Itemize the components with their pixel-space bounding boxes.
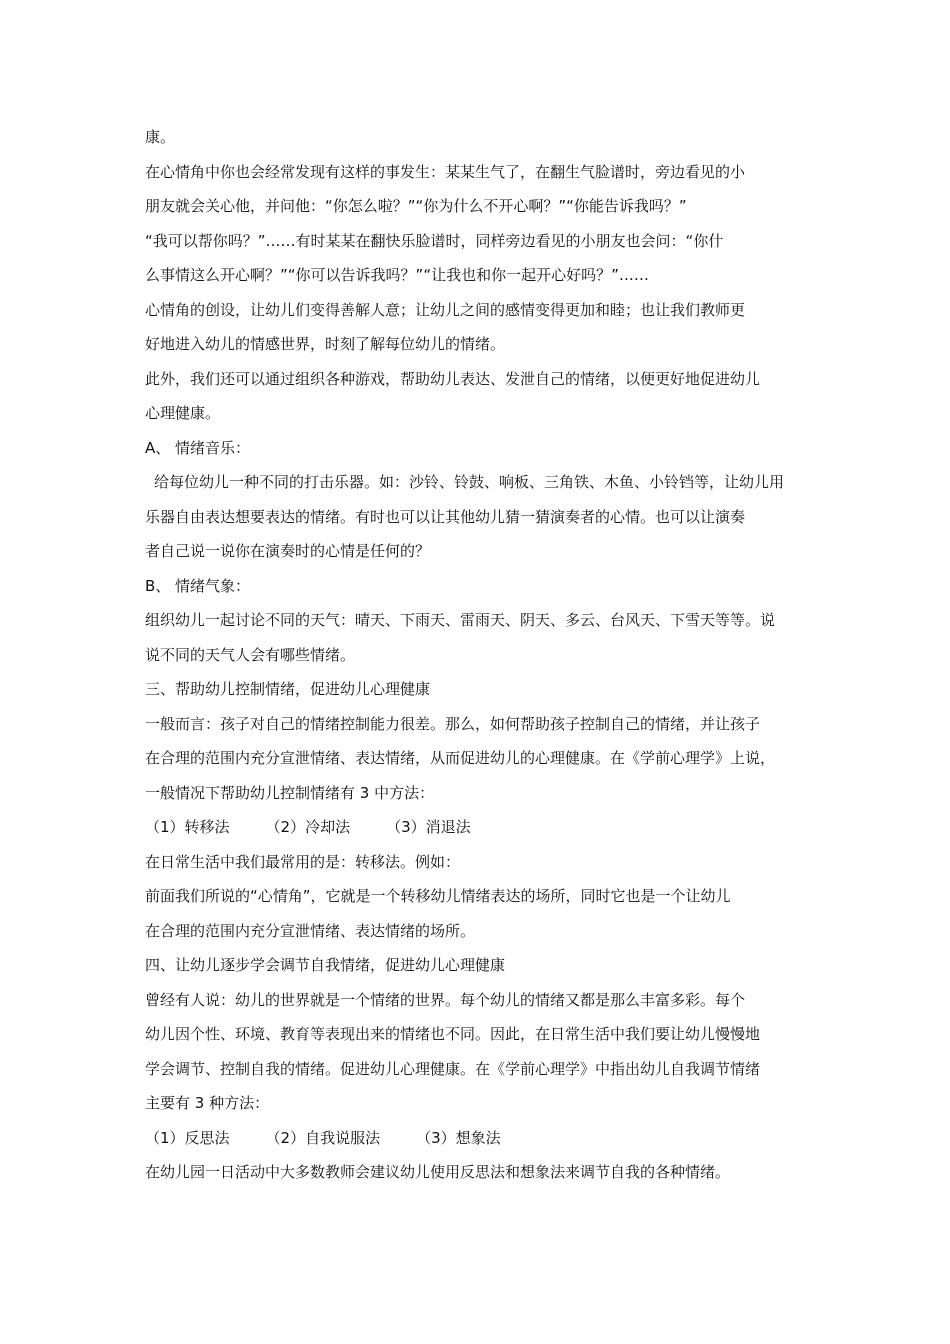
text-line: 康。 [145,128,176,146]
text-line: 在日常生活中我们最常用的是：转移法。例如： [145,852,461,871]
section-heading-4: 四、让幼儿逐步学会调节自我情绪，促进幼儿心理健康 [145,956,506,974]
text-line: 给每位幼儿一种不同的打击乐器。如：沙铃、铃鼓、响板、三角铁、木鱼、小铃铛等，让幼儿用 [154,473,785,491]
method-item: （2）自我说服法 [265,1128,381,1147]
text-line: 在合理的范围内充分宣泄情绪、表达情绪的场所。 [145,921,476,940]
text-line: 前面我们所说的“心情角”，它就是一个转移幼儿情绪表达的场所，同时它也是一个让幼儿 [145,887,731,905]
text-line: “我可以帮你吗？”……有时某某在翻快乐脸谱时，同样旁边看见的小朋友也会问：“你什 [145,231,724,250]
text-line: 在幼儿园一日活动中大多数教师会建议幼儿使用反思法和想象法来调节自我的各种情绪。 [145,1163,731,1181]
text-line: 乐器自由表达想要表达的情绪。有时也可以让其他幼儿猜一猜演奏者的心情。也可以让演奏 [145,507,746,526]
text-line: 者自己说一说你在演奏时的心情是任何的？ [145,542,431,560]
text-line: 组织幼儿一起讨论不同的天气：晴天、下雨天、雷雨天、阴天、多云、台风天、下雪天等等。说 [145,611,776,629]
text-line: 一般而言：孩子对自己的情绪控制能力很差。那么，如何帮助孩子控制自己的情绪，并让孩子 [145,714,761,733]
text-line: 主要有 3 种方法： [145,1094,270,1112]
text-line: 在心情角中你也会经常发现有这样的事发生：某某生气了，在翻生气脸谱时，旁边看见的小 [145,162,746,181]
section-heading-a: A、 情绪音乐： [145,438,251,457]
text-line: 好地进入幼儿的情感世界，时刻了解每位幼儿的情绪。 [145,335,506,353]
text-line: 学会调节、控制自我的情绪。促进幼儿心理健康。在《学前心理学》中指出幼儿自我调节情绪 [145,1059,761,1078]
text-line: 心理健康。 [145,404,221,422]
text-line: 么事情这么开心啊？”“你可以告诉我吗？”“让我也和你一起开心好吗？”…… [145,266,649,284]
text-line: 在合理的范围内充分宣泄情绪、表达情绪，从而促进幼儿的心理健康。在《学前心理学》上说， [145,749,776,767]
text-line: 心情角的创设，让幼儿们变得善解人意；让幼儿之间的感情变得更加和睦；也让我们教师更 [145,300,746,319]
document-page [145,120,813,1190]
section-heading-b: B、 情绪气象： [145,576,251,595]
text-line: 一般情况下帮助幼儿控制情绪有 3 中方法： [145,783,435,802]
text-line: 此外，我们还可以通过组织各种游戏，帮助幼儿表达、发泄自己的情绪，以便更好地促进幼儿 [145,369,761,388]
text-line: 曾经有人说：幼儿的世界就是一个情绪的世界。每个幼儿的情绪又都是那么丰富多彩。每个 [145,990,746,1009]
section-heading-3: 三、帮助幼儿控制情绪，促进幼儿心理健康 [145,680,431,698]
regulate-methods-list [145,1121,813,1156]
method-item: （1）转移法 [145,818,230,836]
method-item: （3）想象法 [416,1128,501,1147]
method-item: （1）反思法 [145,1128,230,1147]
method-item: （3）消退法 [386,818,471,836]
control-methods-list [145,810,813,845]
text-line: 说不同的天气人会有哪些情绪。 [145,645,356,664]
text-line: 朋友就会关心他，并问他：“你怎么啦？”“你为什么不开心啊？”“你能告诉我吗？” [145,197,687,215]
text-line: 幼儿因个性、环境、教育等表现出来的情绪也不同。因此，在日常生活中我们要让幼儿慢慢地 [145,1025,761,1043]
method-item: （2）冷却法 [265,818,351,836]
